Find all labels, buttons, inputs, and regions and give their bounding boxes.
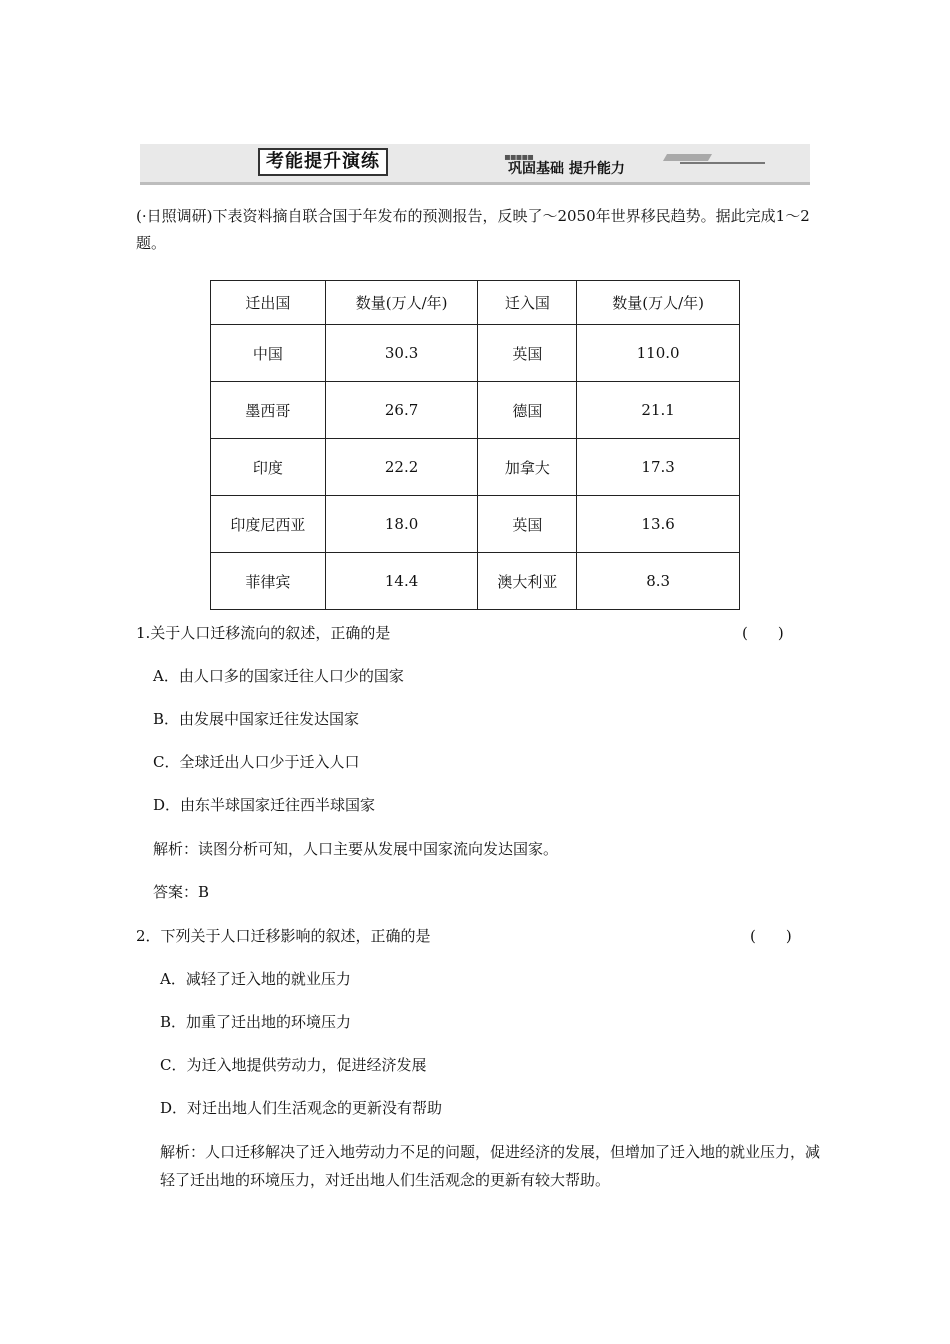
- question-1-answer: 答案：B: [153, 883, 210, 901]
- table-cell: 14.4: [325, 553, 478, 610]
- table-row: [211, 496, 740, 553]
- question-2-analysis: 解析：人口迁移解决了迁入地劳动力不足的问题，促进经济的发展，但增加了迁入地的就业压力，减轻了迁出地的环境压力，对迁出地人们生活观念的更新有较大帮助。: [160, 1143, 821, 1189]
- table-cell: 墨西哥: [211, 382, 326, 439]
- table-row: [211, 439, 740, 496]
- question-1-option-c: C．全球迁出人口少于迁入人口: [153, 753, 360, 771]
- question-2-option-c: C．为迁入地提供劳动力，促进经济发展: [160, 1056, 427, 1074]
- question-2-option-b: B．加重了迁出地的环境压力: [160, 1013, 352, 1031]
- table-cell: 18.0: [325, 496, 478, 553]
- header-emigration-amount: 数量(万人/年): [325, 281, 478, 325]
- question-2-option-a: A．减轻了迁入地的就业压力: [160, 970, 351, 988]
- table-header-row: [211, 281, 740, 325]
- header-immigration-amount: 数量(万人/年): [577, 281, 740, 325]
- table-cell: 澳大利亚: [478, 553, 577, 610]
- question-1-option-a: A．由人口多的国家迁往人口少的国家: [153, 667, 404, 685]
- table-cell: 加拿大: [478, 439, 577, 496]
- section-subtitle: 巩固基础 提升能力: [508, 161, 625, 177]
- table-cell: 菲律宾: [211, 553, 326, 610]
- table-cell: 22.2: [325, 439, 478, 496]
- header-immigration-country: 迁入国: [478, 281, 577, 325]
- question-2-answer-blank: ( ): [750, 927, 792, 945]
- banner-decoration-line: [680, 162, 765, 164]
- table-cell: 13.6: [577, 496, 740, 553]
- migration-table: [210, 280, 740, 610]
- question-1-stem: 1.关于人口迁移流向的叙述，正确的是: [136, 624, 391, 642]
- question-1-option-d: D．由东半球国家迁往西半球国家: [153, 796, 376, 814]
- question-1-option-b: B．由发展中国家迁往发达国家: [153, 710, 360, 728]
- table-row: [211, 382, 740, 439]
- banner-dots: ▪▪▪▪▪: [504, 152, 533, 163]
- table-cell: 中国: [211, 325, 326, 382]
- question-1-analysis: 解析：读图分析可知，人口主要从发展中国家流向发达国家。: [153, 840, 559, 858]
- table-cell: 印度尼西亚: [211, 496, 326, 553]
- table-row: [211, 325, 740, 382]
- banner-decoration-bar: [663, 154, 712, 161]
- table-cell: 印度: [211, 439, 326, 496]
- table-cell: 21.1: [577, 382, 740, 439]
- table-cell: 8.3: [577, 553, 740, 610]
- table-cell: 26.7: [325, 382, 478, 439]
- table-cell: 英国: [478, 496, 577, 553]
- question-2-stem: 2．下列关于人口迁移影响的叙述，正确的是: [136, 927, 431, 945]
- table-cell: 30.3: [325, 325, 478, 382]
- section-banner: [140, 144, 810, 185]
- question-2-option-d: D．对迁出地人们生活观念的更新没有帮助: [160, 1099, 443, 1117]
- section-title: 考能提升演练: [258, 148, 388, 176]
- table-cell: 德国: [478, 382, 577, 439]
- table-cell: 110.0: [577, 325, 740, 382]
- table-cell: 英国: [478, 325, 577, 382]
- header-emigration-country: 迁出国: [211, 281, 326, 325]
- intro-paragraph: (·日照调研)下表资料摘自联合国于年发布的预测报告，反映了～2050年世界移民趋势。据此完成1～2题。: [136, 207, 810, 252]
- table-row: [211, 553, 740, 610]
- table-cell: 17.3: [577, 439, 740, 496]
- question-1-answer-blank: ( ): [742, 624, 784, 642]
